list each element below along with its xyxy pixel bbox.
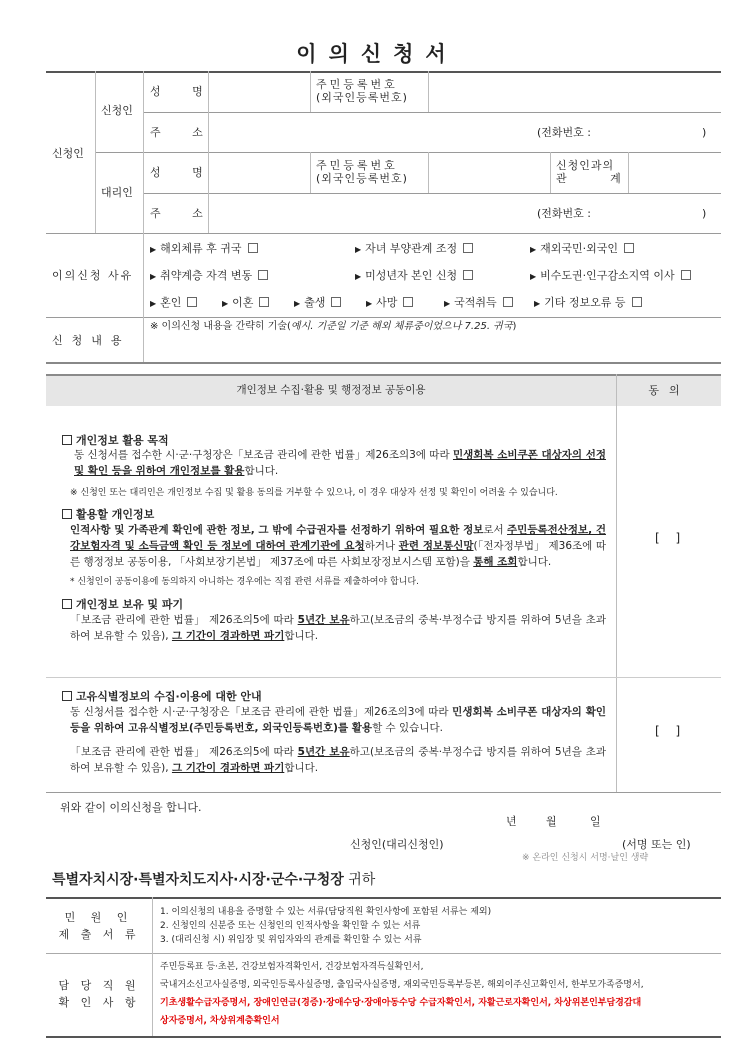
content-label: 신청내용 — [52, 334, 131, 347]
divider — [46, 792, 721, 793]
proxy-name-label: 성 명 — [150, 166, 209, 179]
divider — [628, 152, 629, 193]
checkbox[interactable] — [503, 297, 513, 307]
checkbox[interactable] — [258, 270, 268, 280]
sign-or-seal: (서명 또는 인) — [622, 838, 691, 851]
checkbox[interactable] — [259, 297, 269, 307]
checkbox[interactable] — [403, 297, 413, 307]
checkbox[interactable] — [624, 243, 634, 253]
checkbox[interactable] — [463, 270, 473, 280]
rrn-label-1: 주민등록번호 — [316, 78, 398, 91]
use-note: * 신청인이 공동이용에 동의하지 아니하는 경우에는 직접 관련 서류를 제출하여야 합니다. — [70, 577, 419, 587]
checkbox[interactable] — [681, 270, 691, 280]
sign-statement: 위와 같이 이의신청을 합니다. — [60, 801, 202, 814]
reason-option[interactable]: ▶ 이혼 — [222, 296, 269, 310]
proxy-label: 대리인 — [101, 186, 133, 199]
proxy-phone-close: ) — [702, 207, 707, 220]
uid-title: 고유식별정보의 수집·이용에 대한 안내 — [62, 688, 262, 704]
reason-option[interactable]: ▶ 재외국민·외국인 — [530, 242, 634, 256]
use-title: 활용할 개인정보 — [62, 506, 154, 522]
square-icon — [62, 435, 72, 445]
self-name-field[interactable] — [211, 76, 307, 108]
reason-option[interactable]: ▶ 비수도권·인구감소지역 이사 — [530, 269, 691, 283]
applicant-sign-label: 신청인(대리신청인) — [350, 838, 444, 851]
agree-header: 동의 — [648, 384, 690, 397]
proxy-name-field[interactable] — [211, 156, 307, 188]
reason-option[interactable]: ▶ 기타 정보오류 등 — [534, 296, 642, 310]
day-label: 일 — [590, 815, 601, 828]
year-label: 년 — [506, 815, 517, 828]
reason-option[interactable]: ▶ 자녀 부양관계 조정 — [355, 242, 473, 256]
divider — [46, 953, 721, 954]
check-line: 국내거소신고사실증명, 외국인등록사실증명, 출입국사실증명, 재외국민등록부등본, 해외이주신고확인서, 한부모가족증명서, — [160, 980, 644, 990]
divider — [310, 71, 311, 112]
divider — [616, 374, 617, 792]
reason-option[interactable]: ▶ 취약계층 자격 변동 — [150, 269, 268, 283]
rrn-label-2: (외국인등록번호) — [316, 91, 408, 104]
proxy-rrn-field[interactable] — [431, 156, 547, 188]
proxy-rrn-label-1: 주민등록번호 — [316, 159, 398, 172]
reason-option[interactable]: ▶ 해외체류 후 귀국 — [150, 242, 258, 256]
proxy-address-label: 주 소 — [150, 207, 209, 220]
divider — [143, 193, 721, 194]
submit-label-2: 제 출 서 류 — [58, 928, 140, 941]
name-label: 성 명 — [150, 85, 209, 98]
divider — [46, 362, 721, 364]
proxy-rrn-label-2: (외국인등록번호) — [316, 172, 408, 185]
check-line: 기초생활수급자증명서, 장애인연금(경증)·장애수당·장애아동수당 수급자확인서, 자활근로자확인서, 차상위본인부담경감대 — [160, 998, 642, 1008]
self-label: 신청인 — [101, 104, 133, 117]
check-label-1: 담 당 직 원 — [58, 979, 140, 992]
check-line: 상자증명서, 차상위계층확인서 — [160, 1016, 280, 1026]
content-input[interactable] — [150, 336, 718, 358]
keep-title: 개인정보 보유 및 파기 — [62, 596, 183, 612]
relation-field[interactable] — [631, 156, 719, 188]
proxy-address-field[interactable] — [211, 197, 531, 229]
divider — [152, 897, 153, 1036]
divider — [46, 897, 721, 899]
square-icon — [62, 691, 72, 701]
online-note: ※ 온라인 신청시 서명·날인 생략 — [522, 853, 649, 863]
square-icon — [62, 509, 72, 519]
document-title: 이의신청서 — [296, 42, 458, 66]
applicant-group-label: 신청인 — [52, 147, 84, 160]
uid-agree-box[interactable]: [ ] — [655, 724, 681, 738]
keep-text: 「보조금 관리에 관한 법률」 제26조의5에 따라 5년간 보유하고(보조금의 중복·부정수급 방지를 위하여 5년을 초과하여 보유할 수 있음), 그 기간이 경과하면 파기합니다. — [70, 614, 606, 642]
submit-label-1: 민 원 인 — [64, 911, 134, 924]
privacy-header: 개인정보 수집·활용 및 행정정보 공동이용 — [236, 384, 426, 396]
phone-label: (전화번호 : — [537, 126, 591, 139]
divider — [46, 1036, 721, 1038]
checkbox[interactable] — [331, 297, 341, 307]
reason-option[interactable]: ▶ 혼인 — [150, 296, 197, 310]
checkbox[interactable] — [463, 243, 473, 253]
check-label-2: 확 인 사 항 — [58, 996, 140, 1009]
purpose-text: 동 신청서를 접수한 시·군·구청장은「보조금 관리에 관한 법률」제26조의3에 따라 민생회복 소비쿠폰 대상자의 선정 및 확인 등을 위하여 개인정보를 활용합니다. — [74, 449, 606, 477]
divider — [550, 152, 551, 193]
relation-label-2: 관 계 — [556, 172, 621, 185]
divider — [46, 317, 721, 318]
self-address-field[interactable] — [211, 116, 531, 148]
purpose-note: ※ 신청인 또는 대리인은 개인정보 수집 및 활용 동의를 거부할 수 있으나, 이 경우 대상자 선정 및 확인이 어려울 수 있습니다. — [70, 488, 558, 498]
reason-option[interactable]: ▶ 사망 — [366, 296, 413, 310]
month-label: 월 — [546, 815, 557, 828]
use-text: 인적사항 및 가족관계 확인에 관한 정보, 그 밖에 수급권자를 선정하기 위하여 필요한 정보로서 주민등록전산정보, 건강보험자격 및 소득금액 확인 등 정보에 대하여 관계기관에 요청하거나 관련 정보통신망(「전자정부법」 제36조에 따른 행정정보 공동이용, 「사회보장기본법」 제37조에 따른 사회보장정보시스템 포함)을 통해 조회합니다. — [70, 524, 606, 568]
checkbox[interactable] — [632, 297, 642, 307]
address-label: 주 소 — [150, 126, 209, 139]
checkbox[interactable] — [187, 297, 197, 307]
divider — [46, 233, 721, 234]
recipient: 특별자치시장·특별자치도지사·시장·군수·구청장 귀하 — [52, 872, 376, 888]
submit-item: 1. 이의신청의 내용을 증명할 수 있는 서류(담당직원 확인사항에 포함된 서류는 제외) — [160, 907, 492, 917]
checkbox[interactable] — [248, 243, 258, 253]
content-note: ※ 이의신청 내용을 간략히 기술(예시. 기준일 기준 해외 체류중이었으나 7.25. 귀국) — [150, 321, 517, 332]
reason-option[interactable]: ▶ 미성년자 본인 신청 — [355, 269, 473, 283]
divider — [95, 71, 96, 233]
submit-item: 3. (대리신청 시) 위임장 및 위임자와의 관계를 확인할 수 있는 서류 — [160, 935, 422, 945]
uid-text: 동 신청서를 접수한 시·군·구청장은「보조금 관리에 관한 법률」제26조의3에 따라 민생회복 소비쿠폰 대상자의 확인 등을 위하여 고유식별정보(주민등록번호, 외국인등록번호)를 활용할 수 있습니다. — [70, 706, 607, 734]
divider — [143, 71, 144, 362]
check-line: 주민등록표 등·초본, 건강보험자격확인서, 건강보험자격득실확인서, — [160, 962, 424, 972]
divider — [310, 152, 311, 193]
proxy-phone-label: (전화번호 : — [537, 207, 591, 220]
divider — [428, 71, 429, 112]
reason-option[interactable]: ▶ 국적취득 — [444, 296, 513, 310]
purpose-title: 개인정보 활용 목적 — [62, 432, 169, 448]
table-top-border — [46, 71, 721, 73]
relation-label-1: 신청인과의 — [556, 159, 615, 172]
submit-item: 2. 신청인의 신분증 또는 신청인의 인적사항을 확인할 수 있는 서류 — [160, 921, 421, 931]
uid-keep-text: 「보조금 관리에 관한 법률」 제26조의5에 따라 5년간 보유하고(보조금의 중복·부정수급 방지를 위하여 5년을 초과하여 보유할 수 있음), 그 기간이 경과하면 파기합니다. — [70, 746, 606, 774]
divider — [428, 152, 429, 193]
privacy-agree-box[interactable]: [ ] — [655, 531, 681, 545]
phone-close: ) — [702, 126, 707, 139]
self-rrn-field[interactable] — [431, 76, 719, 108]
square-icon — [62, 599, 72, 609]
divider — [46, 677, 721, 678]
reasons-label: 이의신청 사유 — [52, 269, 134, 282]
divider — [143, 112, 721, 113]
reason-option[interactable]: ▶ 출생 — [294, 296, 341, 310]
